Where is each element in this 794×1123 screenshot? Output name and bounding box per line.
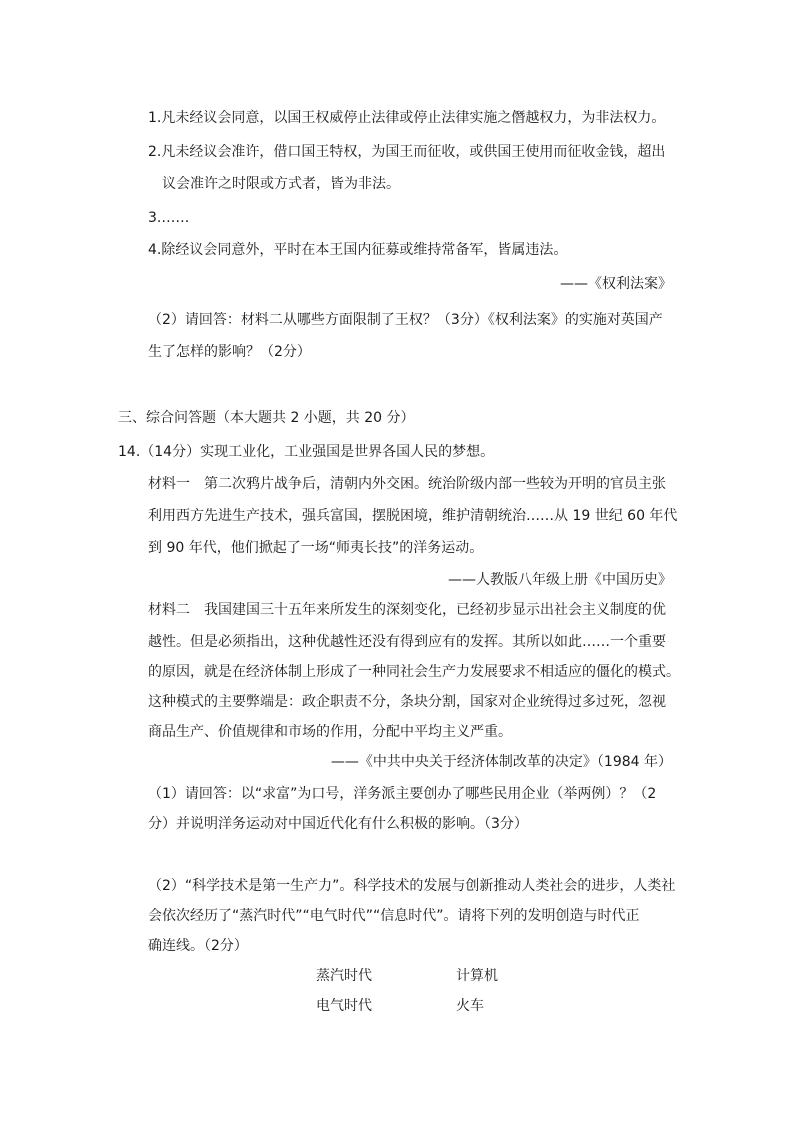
material-2-line4: 这种模式的主要弊端是：政企职责不分，条块分割，国家对企业统得过多过死，忽视: [148, 694, 666, 710]
match-right-2: 火车: [456, 998, 484, 1014]
material-1-line2: 利用西方先进生产技术，强兵富国，摆脱困境，维护清朝统治……从 19 世纪 60 年代: [148, 508, 678, 524]
material-2-line2: 越性。但是必须指出，这种优越性还没有得到应有的发挥。其所以如此……一个重要: [148, 634, 666, 650]
sub-question-1-line2: 分）并说明洋务运动对中国近代化有什么积极的影响。（3分）: [148, 816, 528, 832]
material-2-source: ——《中共中央关于经济体制改革的决定》（1984 年）: [330, 754, 672, 770]
bill-question-2-line2: 生了怎样的影响？（2分）: [148, 344, 311, 360]
bill-item-2-line2: 议会准许之时限或方式者，皆为非法。: [162, 176, 400, 192]
sub-question-2-line1: （2）“科学技术是第一生产力”。科学技术的发展与创新推动人类社会的进步，人类社: [148, 878, 676, 894]
match-left-2: 电气时代: [316, 998, 372, 1014]
sub-question-2-line2: 会依次经历了“蒸汽时代”“电气时代”“信息时代”。请将下列的发明创造与时代正: [148, 908, 640, 924]
material-1-line1: 材料一 第二次鸦片战争后，清朝内外交困。统治阶级内部一些较为开明的官员主张: [148, 476, 666, 492]
material-2-line3: 的原因，就是在经济体制上形成了一种同社会生产力发展要求不相适应的僵化的模式。: [148, 664, 680, 680]
material-2-line5: 商品生产、价值规律和市场的作用，分配中平均主义严重。: [148, 724, 512, 740]
bill-question-2-line1: （2）请回答：材料二从哪些方面限制了王权？（3分）《权利法案》的实施对英国产: [148, 312, 663, 328]
match-left-1: 蒸汽时代: [316, 968, 372, 984]
material-1-source: ——人教版八年级上册《中国历史》: [448, 572, 672, 588]
match-right-1: 计算机: [456, 968, 498, 984]
material-1-line3: 到 90 年代，他们掀起了一场“师夷长技”的洋务运动。: [148, 540, 484, 556]
bill-item-2-line1: 2.凡未经议会准许，借口国王特权，为国王而征收，或供国王使用而征收金钱，超出: [148, 144, 666, 160]
section-heading: 三、综合问答题（本大题共 2 小题，共 20 分）: [118, 410, 415, 426]
material-2-line1: 材料二 我国建国三十五年来所发生的深刻变化，已经初步显示出社会主义制度的优: [148, 602, 666, 618]
bill-item-1: 1.凡未经议会同意，以国王权威停止法律或停止法律实施之僭越权力，为非法权力。: [148, 110, 666, 126]
sub-question-1-line1: （1）请回答：以“求富”为口号，洋务派主要创办了哪些民用企业（举两例）？（2: [148, 786, 657, 802]
question-14: 14.（14分）实现工业化，工业强国是世界各国人民的梦想。: [118, 444, 495, 460]
bill-item-4: 4.除经议会同意外，平时在本王国内征募或维持常备军，皆属违法。: [148, 242, 568, 258]
bill-source: ——《权利法案》: [560, 276, 672, 292]
sub-question-2-line3: 确连线。（2分）: [148, 938, 248, 954]
bill-item-3: 3.……: [148, 210, 190, 226]
